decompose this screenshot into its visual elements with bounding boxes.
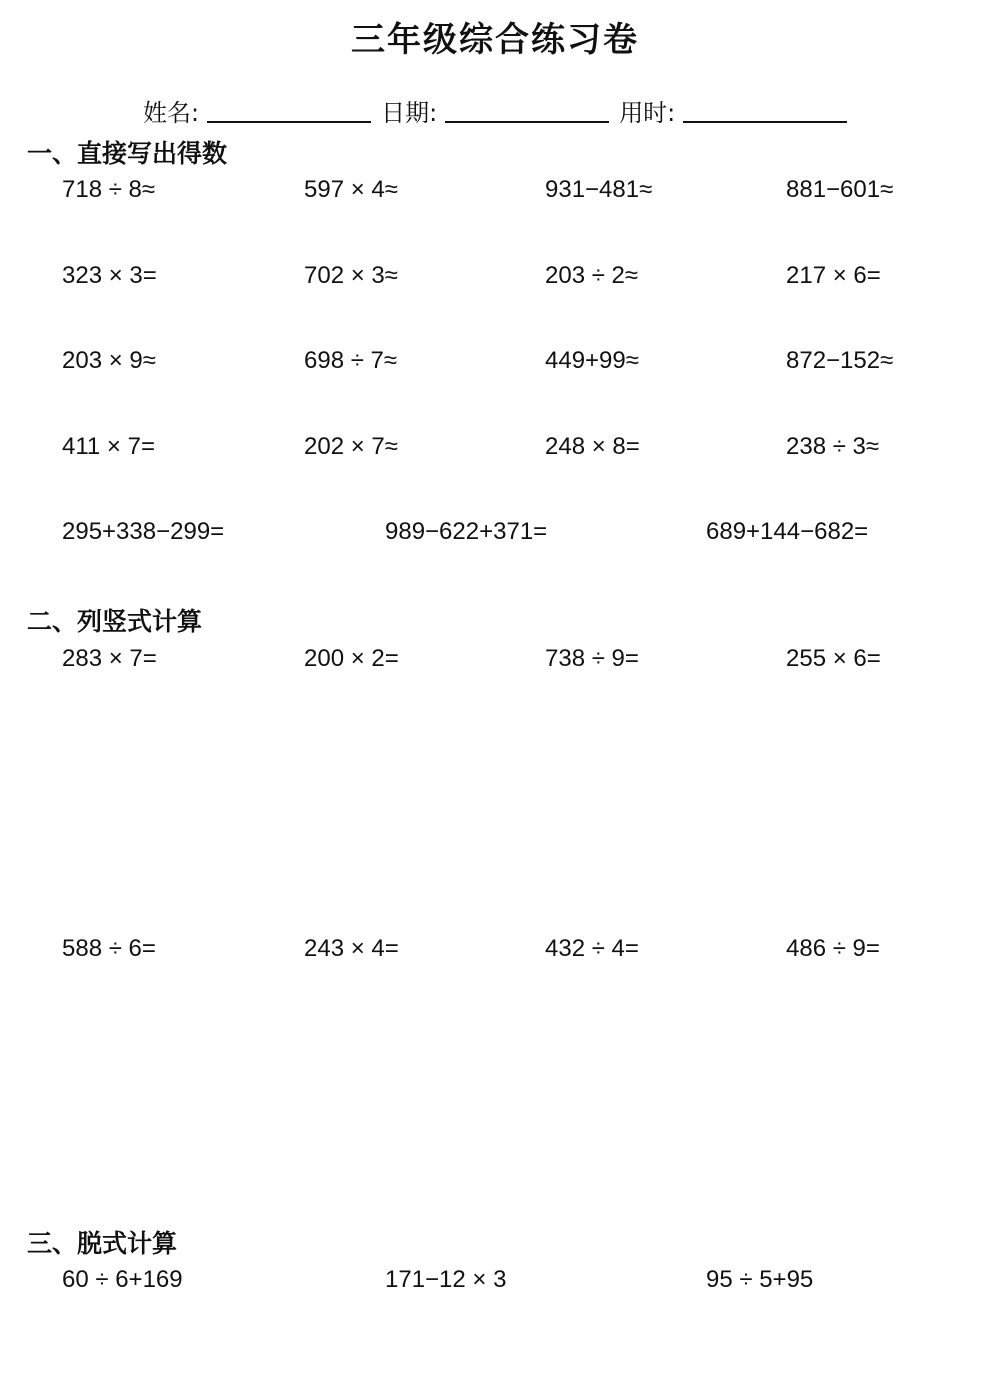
direct-question: 248 × 8= xyxy=(545,433,640,460)
direct-question: 217 × 6= xyxy=(786,262,881,289)
vertical-question: 200 × 2= xyxy=(304,645,399,672)
direct-question: 597 × 4≈ xyxy=(304,176,398,203)
direct-question: 931−481≈ xyxy=(545,176,653,203)
stepwise-question: 171−12 × 3 xyxy=(385,1266,507,1293)
mixed-question: 295+338−299= xyxy=(62,518,225,545)
section-3-heading: 三、脱式计算 xyxy=(27,1229,178,1258)
direct-question: 238 ÷ 3≈ xyxy=(786,433,880,460)
date-blank[interactable] xyxy=(445,97,609,123)
name-label: 姓名: xyxy=(143,99,200,127)
mixed-question: 689+144−682= xyxy=(706,518,869,545)
page-title: 三年级综合练习卷 xyxy=(351,20,639,60)
time-label: 用时: xyxy=(619,99,676,127)
date-label: 日期: xyxy=(381,99,438,127)
name-blank[interactable] xyxy=(207,97,371,123)
direct-question: 872−152≈ xyxy=(786,347,894,374)
direct-question: 881−601≈ xyxy=(786,176,894,203)
direct-question: 702 × 3≈ xyxy=(304,262,398,289)
direct-question: 449+99≈ xyxy=(545,347,639,374)
vertical-question: 432 ÷ 4= xyxy=(545,935,639,962)
direct-question: 203 × 9≈ xyxy=(62,347,156,374)
section-1-heading: 一、直接写出得数 xyxy=(27,139,228,168)
mixed-question: 989−622+371= xyxy=(385,518,548,545)
vertical-question: 738 ÷ 9= xyxy=(545,645,639,672)
time-blank[interactable] xyxy=(683,97,847,123)
student-info-row xyxy=(143,96,857,130)
vertical-question: 255 × 6= xyxy=(786,645,881,672)
vertical-question: 283 × 7= xyxy=(62,645,157,672)
vertical-question: 486 ÷ 9= xyxy=(786,935,880,962)
direct-question: 718 ÷ 8≈ xyxy=(62,176,156,203)
vertical-question: 243 × 4= xyxy=(304,935,399,962)
direct-question: 698 ÷ 7≈ xyxy=(304,347,398,374)
direct-question: 202 × 7≈ xyxy=(304,433,398,460)
section-2-heading: 二、列竖式计算 xyxy=(27,607,203,636)
direct-question: 323 × 3= xyxy=(62,262,157,289)
direct-question: 203 ÷ 2≈ xyxy=(545,262,639,289)
direct-question: 411 × 7= xyxy=(62,433,155,460)
vertical-question: 588 ÷ 6= xyxy=(62,935,156,962)
stepwise-question: 95 ÷ 5+95 xyxy=(706,1266,814,1293)
stepwise-question: 60 ÷ 6+169 xyxy=(62,1266,183,1293)
